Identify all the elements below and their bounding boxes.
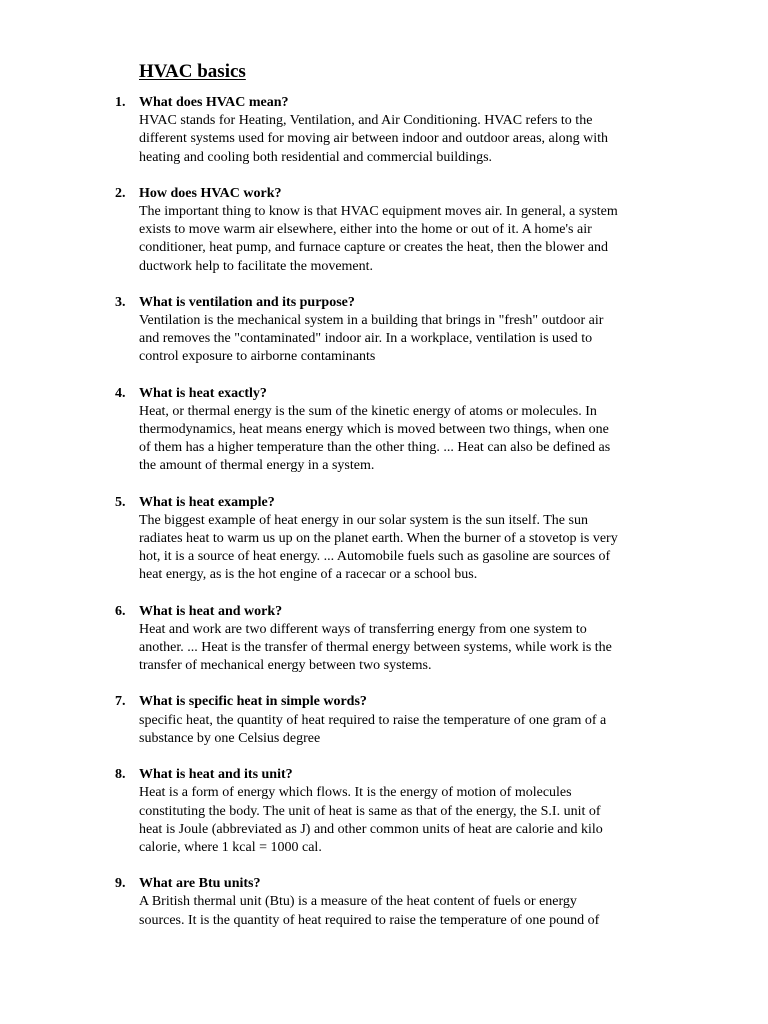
answer-line: Heat and work are two different ways of transferring energy from one system to — [139, 621, 587, 637]
qa-item — [0, 766, 768, 857]
answer-line: and removes the "contaminated" indoor air. In a workplace, ventilation is used to — [139, 331, 593, 347]
item-number: 7. — [115, 694, 126, 710]
answer-line: heat energy, as is the hot engine of a racecar or a school bus. — [139, 567, 478, 583]
item-number: 2. — [115, 185, 126, 201]
qa-item — [0, 875, 768, 930]
answer-line: of them has a higher temperature than the other thing. ... Heat can also be defined as — [139, 440, 611, 456]
answer-line: thermodynamics, heat means energy which is moved between two things, when one — [139, 422, 609, 438]
qa-item — [0, 94, 768, 167]
question-heading: What is ventilation and its purpose? — [139, 294, 355, 310]
answer-text — [139, 712, 768, 748]
answer-line: The biggest example of heat energy in our solar system is the sun itself. The sun — [139, 512, 588, 528]
answer-line: The important thing to know is that HVAC equipment moves air. In general, a system — [139, 204, 618, 220]
answer-line: different systems used for moving air between indoor and outdoor areas, along with — [139, 131, 609, 147]
answer-line: exists to move warm air elsewhere, either into the home or out of it. A home's air — [139, 222, 592, 238]
answer-text — [139, 403, 768, 476]
answer-line: Heat is a form of energy which flows. It is the energy of motion of molecules — [139, 785, 572, 801]
answer-line: Heat, or thermal energy is the sum of the kinetic energy of atoms or molecules. In — [139, 403, 597, 419]
answer-line: hot, it is a source of heat energy. ... Automobile fuels such as gasoline are sources of — [139, 549, 611, 565]
item-number: 6. — [115, 603, 126, 619]
answer-text — [139, 512, 768, 585]
item-number: 4. — [115, 385, 126, 401]
answer-line: constituting the body. The unit of heat is same as that of the energy, the S.I. unit of — [139, 803, 601, 819]
answer-line: calorie, where 1 kcal = 1000 cal. — [139, 839, 322, 855]
answer-line: transfer of mechanical energy between two systems. — [139, 658, 432, 674]
qa-item — [0, 185, 768, 276]
qa-item — [0, 494, 768, 585]
item-number: 5. — [115, 494, 126, 510]
question-heading: What does HVAC mean? — [139, 95, 289, 110]
answer-line: radiates heat to warm us up on the planet earth. When the burner of a stovetop is very — [139, 531, 618, 547]
item-number: 1. — [115, 95, 126, 110]
question-heading: What is heat exactly? — [139, 385, 267, 401]
answer-text — [139, 203, 768, 276]
answer-line: substance by one Celsius degree — [139, 730, 321, 746]
answer-line: heating and cooling both residential and commercial buildings. — [139, 149, 493, 165]
answer-line: A British thermal unit (Btu) is a measure of the heat content of fuels or energy — [139, 894, 577, 910]
answer-text — [139, 893, 768, 929]
answer-line: sources. It is the quantity of heat required to raise the temperature of one pound of — [139, 912, 600, 928]
question-heading: How does HVAC work? — [139, 185, 282, 201]
answer-line: HVAC stands for Heating, Ventilation, and Air Conditioning. HVAC refers to the — [139, 113, 593, 129]
qa-item — [0, 385, 768, 476]
answer-line: heat is Joule (abbreviated as J) and other common units of heat are calorie and kilo — [139, 821, 603, 837]
qa-item — [0, 294, 768, 367]
question-heading: What are Btu units? — [139, 876, 261, 892]
answer-text — [139, 112, 768, 167]
answer-line: the amount of thermal energy in a system. — [139, 458, 375, 474]
answer-text — [139, 312, 768, 367]
answer-line: Ventilation is the mechanical system in a building that brings in "fresh" outdoor air — [139, 313, 604, 329]
answer-line: conditioner, heat pump, and furnace capture or creates the heat, then the blower and — [139, 240, 609, 256]
question-heading: What is heat example? — [139, 494, 275, 510]
item-number: 9. — [115, 876, 126, 892]
qa-item — [0, 693, 768, 748]
item-number: 8. — [115, 767, 126, 783]
answer-line: another. ... Heat is the transfer of thermal energy between systems, while work is the — [139, 640, 612, 656]
answer-line: control exposure to airborne contaminants — [139, 349, 376, 365]
answer-line: specific heat, the quantity of heat required to raise the temperature of one gram of a — [139, 712, 607, 728]
answer-text — [139, 784, 768, 857]
answer-text — [139, 621, 768, 676]
question-heading: What is heat and work? — [139, 603, 283, 619]
question-heading: What is heat and its unit? — [139, 767, 293, 783]
item-number: 3. — [115, 294, 126, 310]
question-list — [0, 94, 768, 948]
question-heading: What is specific heat in simple words? — [139, 694, 367, 710]
answer-line: ductwork help to facilitate the movement. — [139, 258, 374, 274]
document-title: HVAC basics — [139, 61, 246, 82]
qa-item — [0, 603, 768, 676]
